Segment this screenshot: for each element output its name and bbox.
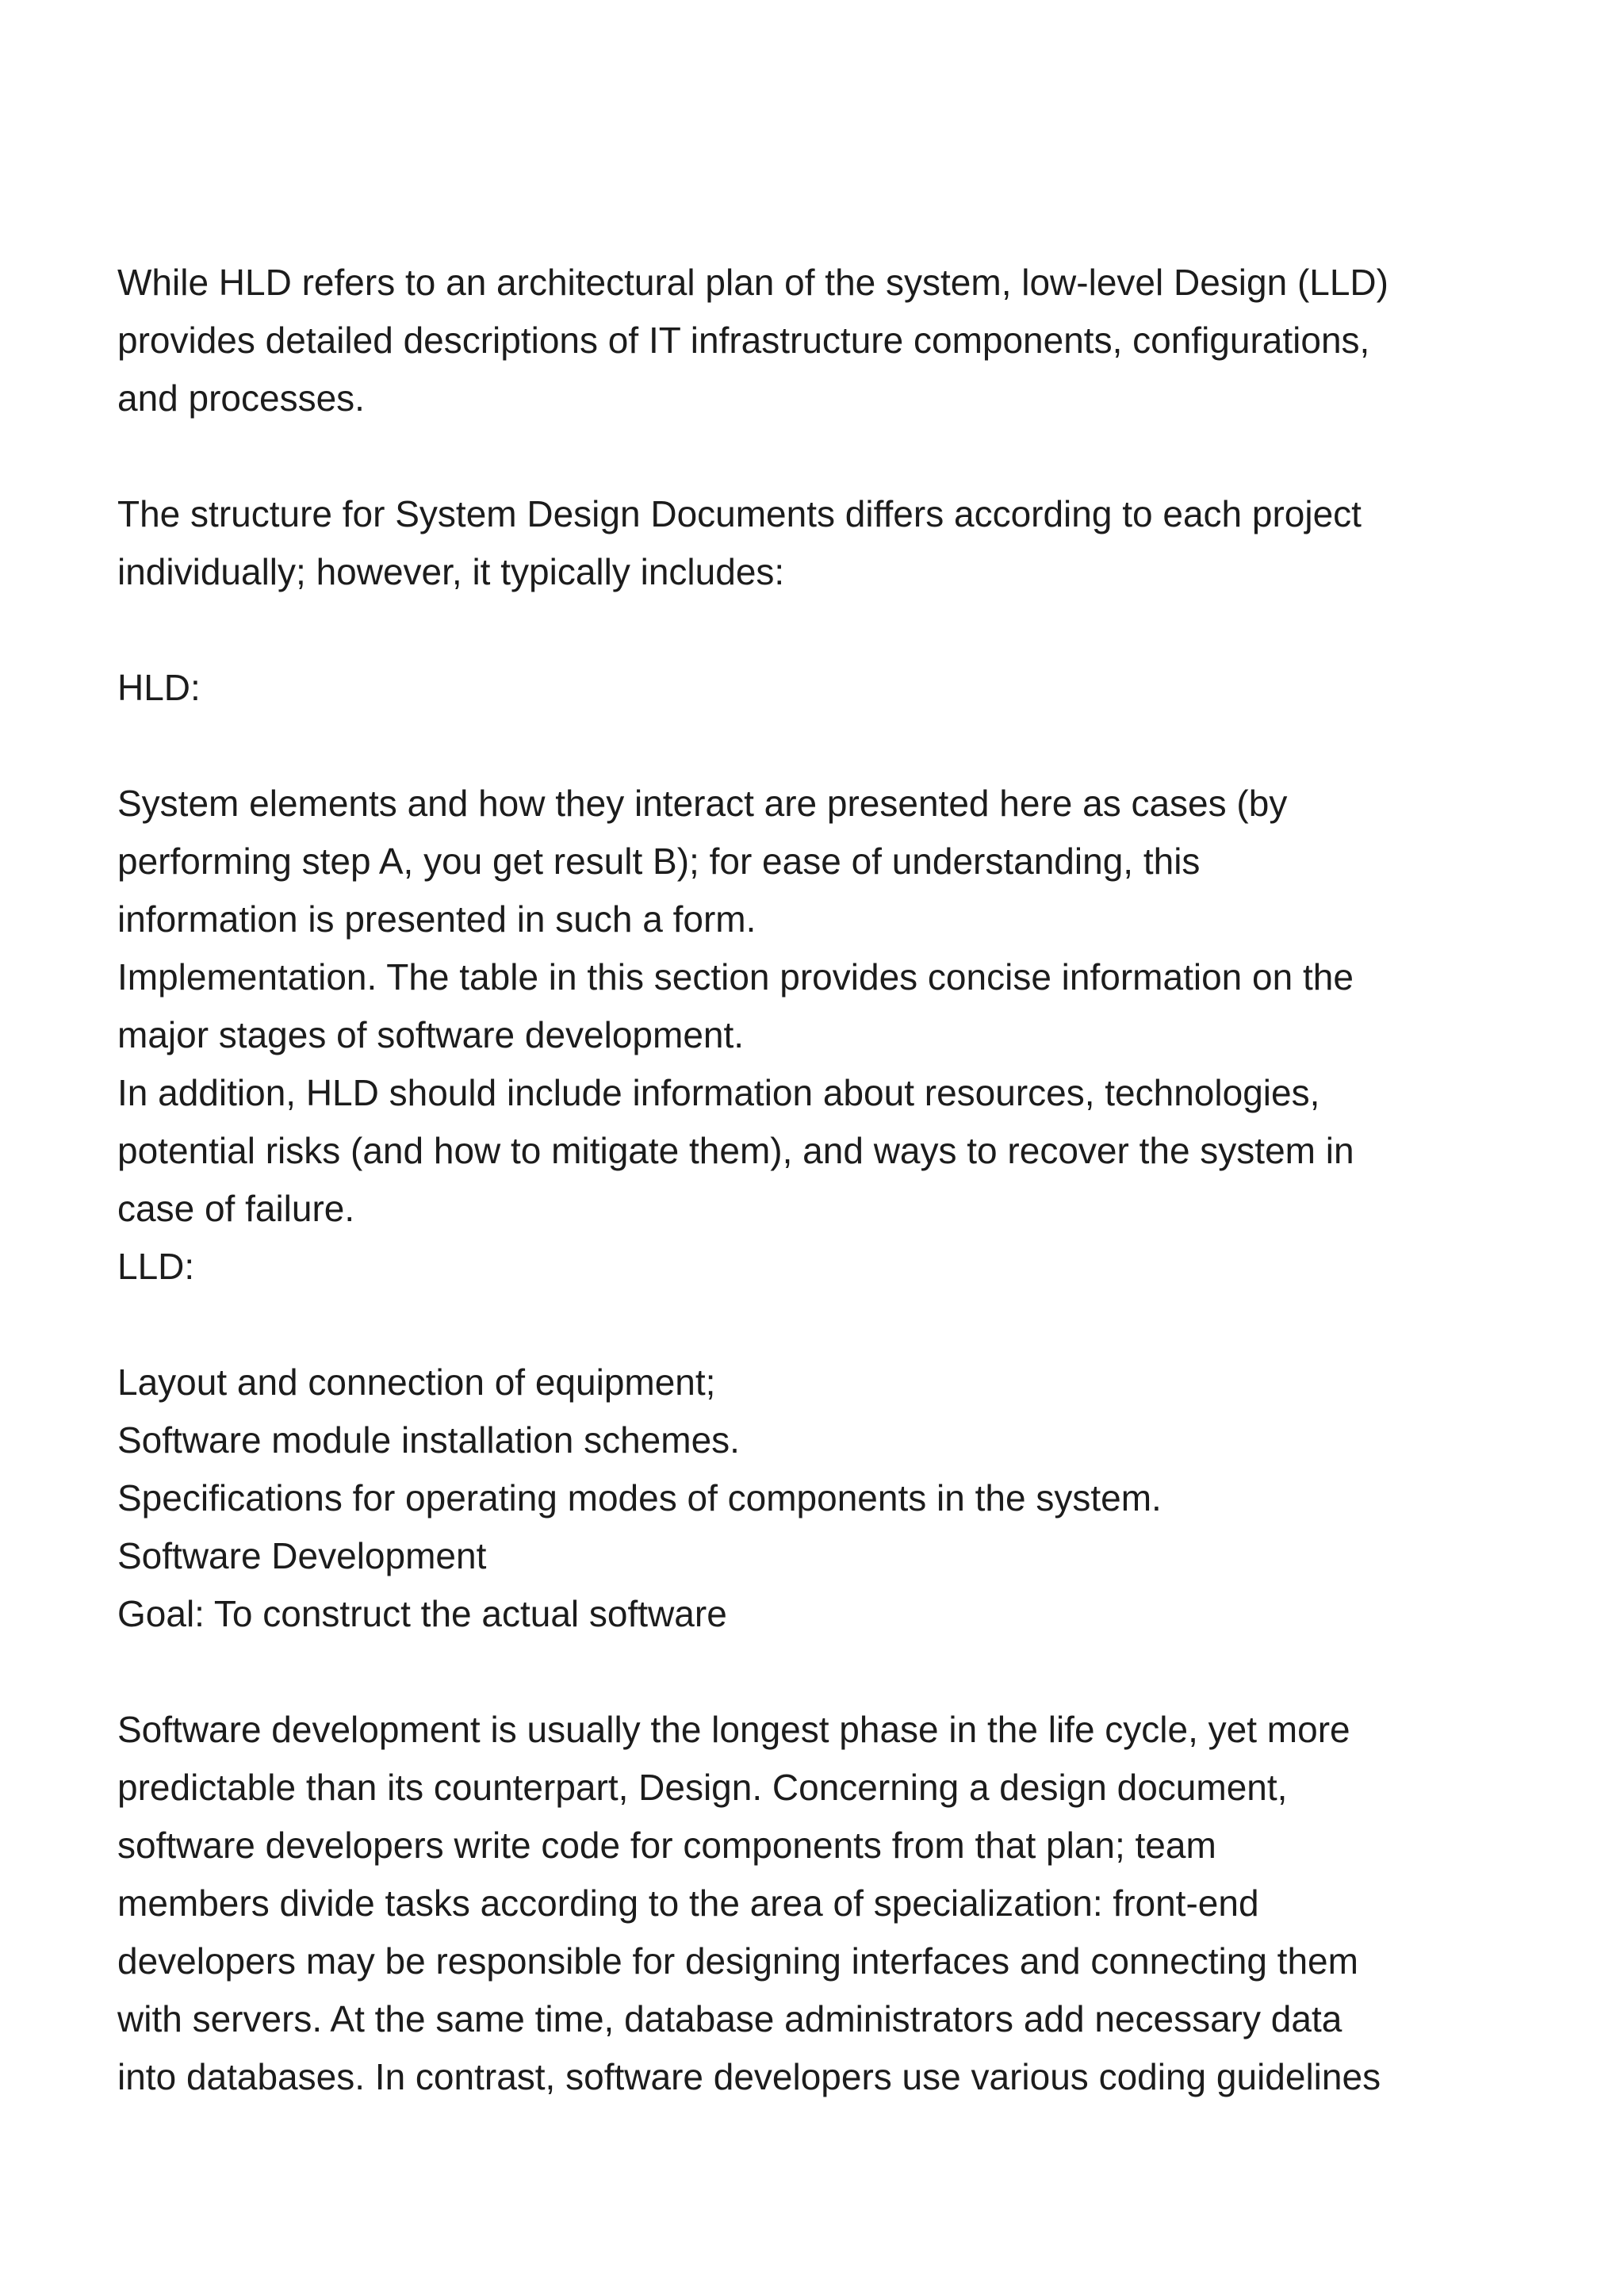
text-line: with servers. At the same time, database administrators add necessary data bbox=[117, 1998, 1342, 2039]
paragraph-hld-lld-intro bbox=[117, 254, 1481, 427]
text-line: Implementation. The table in this section provides concise information on the bbox=[117, 956, 1354, 998]
text-line: Software development is usually the longest phase in the life cycle, yet more bbox=[117, 1709, 1350, 1750]
text-line: provides detailed descriptions of IT infrastructure components, configurations, bbox=[117, 320, 1370, 361]
text-line: predictable than its counterpart, Design. Concerning a design document, bbox=[117, 1767, 1288, 1808]
paragraph-gap bbox=[117, 717, 1481, 775]
text-line: performing step A, you get result B); for ease of understanding, this bbox=[117, 841, 1201, 882]
lld-section bbox=[117, 1354, 1481, 1643]
section-title-software-development: Software Development bbox=[117, 1535, 487, 1576]
text-line: Specifications for operating modes of components in the system. bbox=[117, 1477, 1162, 1518]
text-line: case of failure. bbox=[117, 1188, 355, 1229]
text-line: System elements and how they interact are presented here as cases (by bbox=[117, 783, 1288, 824]
text-line: into databases. In contrast, software developers use various coding guidelines bbox=[117, 2056, 1381, 2097]
paragraph-structure bbox=[117, 485, 1481, 601]
paragraph-software-development bbox=[117, 1701, 1481, 2106]
hld-heading: HLD: bbox=[117, 667, 201, 708]
text-line: The structure for System Design Documents differs according to each project bbox=[117, 493, 1362, 534]
lld-heading: LLD: bbox=[117, 1246, 195, 1287]
paragraph-gap bbox=[117, 427, 1481, 485]
paragraph-gap bbox=[117, 1296, 1481, 1354]
text-line: major stages of software development. bbox=[117, 1014, 745, 1055]
text-line: members divide tasks according to the area of specialization: front-end bbox=[117, 1882, 1259, 1924]
document-body bbox=[117, 254, 1481, 2106]
text-line: and processes. bbox=[117, 377, 365, 419]
text-line: information is presented in such a form. bbox=[117, 898, 756, 940]
text-line: individually; however, it typically includes: bbox=[117, 551, 785, 592]
hld-section bbox=[117, 775, 1481, 1296]
text-line: Software module installation schemes. bbox=[117, 1419, 740, 1461]
paragraph-gap bbox=[117, 601, 1481, 659]
text-line: developers may be responsible for designing interfaces and connecting them bbox=[117, 1940, 1358, 1982]
text-line: software developers write code for components from that plan; team bbox=[117, 1825, 1216, 1866]
text-line: While HLD refers to an architectural plan of the system, low-level Design (LLD) bbox=[117, 262, 1388, 303]
paragraph-gap bbox=[117, 1643, 1481, 1701]
goal-line: Goal: To construct the actual software bbox=[117, 1593, 727, 1634]
text-line: Layout and connection of equipment; bbox=[117, 1361, 716, 1403]
text-line: In addition, HLD should include information about resources, technologies, bbox=[117, 1072, 1320, 1113]
text-line: potential risks (and how to mitigate them), and ways to recover the system in bbox=[117, 1130, 1354, 1171]
